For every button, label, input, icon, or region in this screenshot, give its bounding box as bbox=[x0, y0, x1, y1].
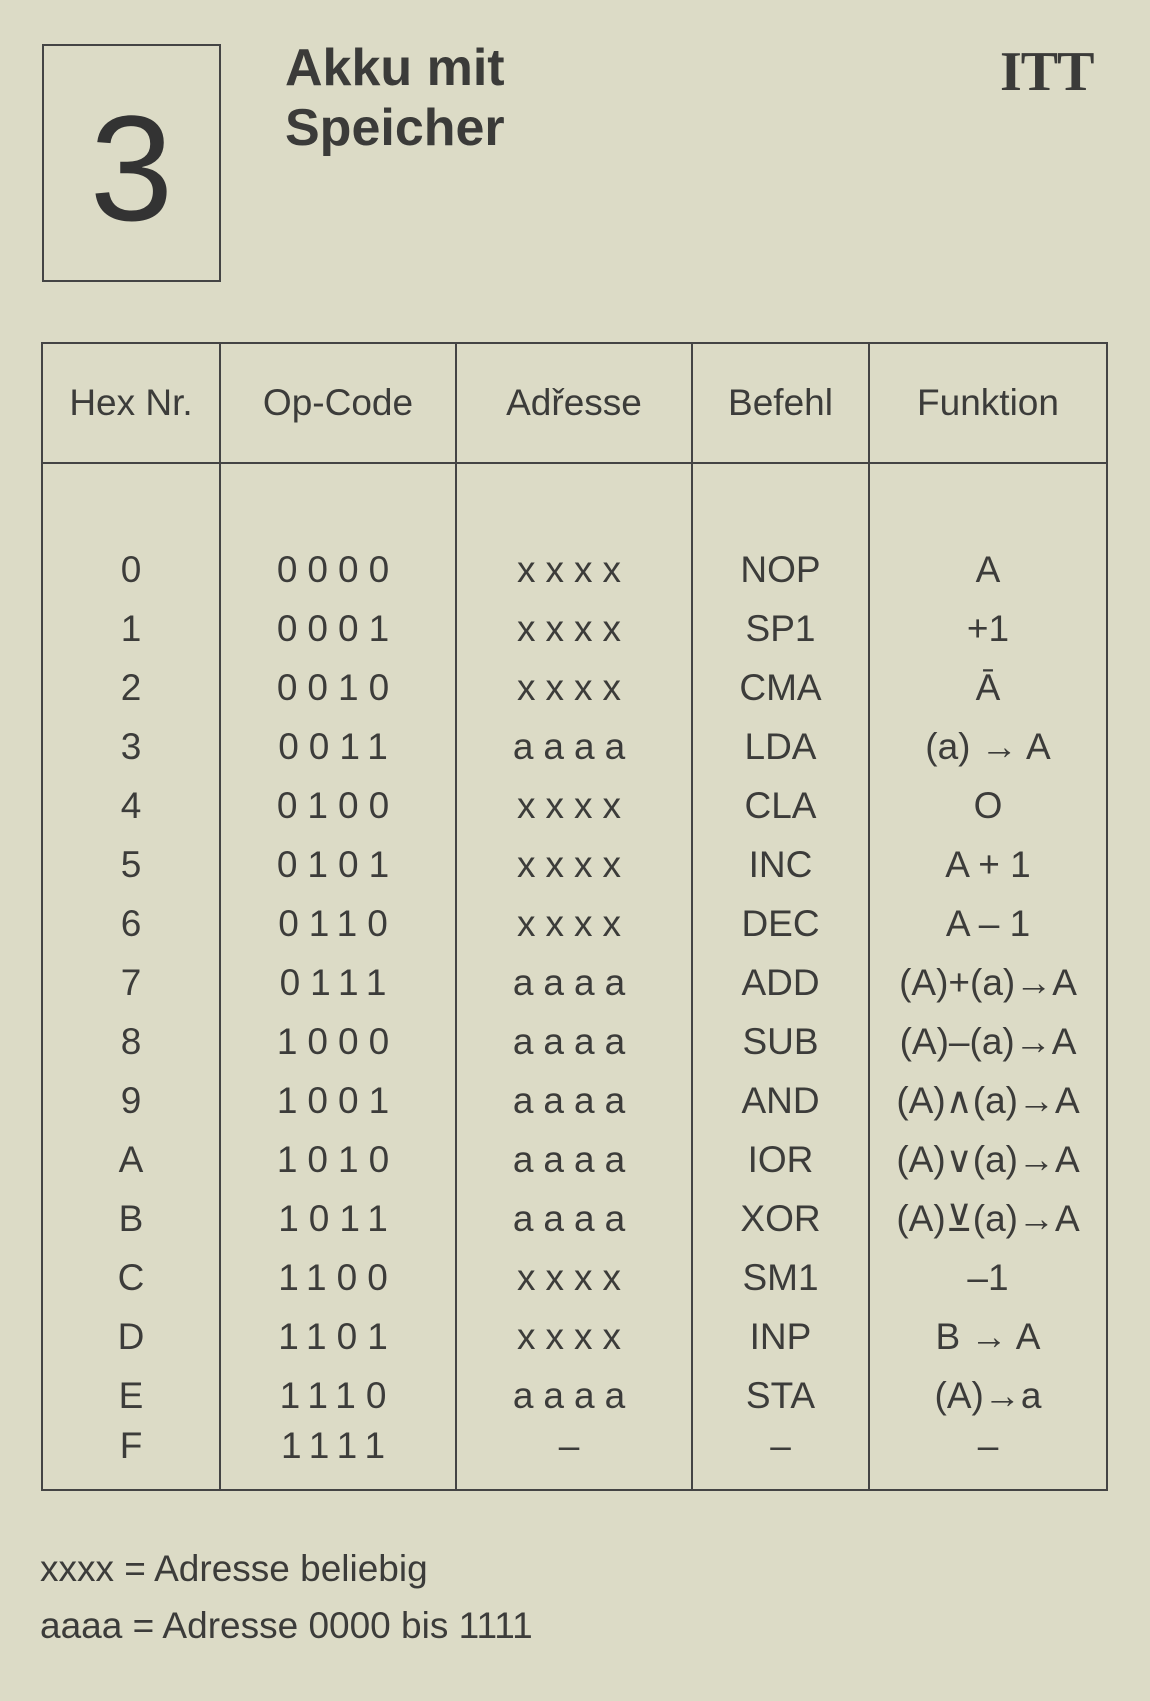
cell-opcode: 0101 bbox=[220, 835, 456, 894]
header-hex: Hex Nr. bbox=[42, 343, 220, 463]
card-number-box bbox=[42, 44, 221, 282]
table-row bbox=[42, 953, 1107, 1012]
cell-hex: 7 bbox=[42, 953, 220, 1012]
cell-hex: 0 bbox=[42, 540, 220, 599]
cell-address: xxxx bbox=[456, 835, 692, 894]
cell-command: DEC bbox=[692, 894, 869, 953]
table-row bbox=[42, 540, 1107, 599]
cell-opcode: 0110 bbox=[220, 894, 456, 953]
cell-opcode: 0000 bbox=[220, 540, 456, 599]
table-row bbox=[42, 1012, 1107, 1071]
table-body bbox=[42, 463, 1107, 1490]
cell-hex: 4 bbox=[42, 776, 220, 835]
cell-address: – bbox=[456, 1425, 692, 1490]
cell-command: SUB bbox=[692, 1012, 869, 1071]
cell-hex: A bbox=[42, 1130, 220, 1189]
table-header-row bbox=[42, 343, 1107, 463]
cell-command: AND bbox=[692, 1071, 869, 1130]
table-row bbox=[42, 658, 1107, 717]
cell-function: A – 1 bbox=[869, 894, 1107, 953]
cell-address: xxxx bbox=[456, 1248, 692, 1307]
cell-hex: D bbox=[42, 1307, 220, 1366]
cell-function: B → A bbox=[869, 1307, 1107, 1366]
cell-opcode: 1000 bbox=[220, 1012, 456, 1071]
table-spacer-row bbox=[42, 463, 1107, 540]
cell-opcode: 1110 bbox=[220, 1366, 456, 1425]
cell-function: (A)∨(a)→A bbox=[869, 1130, 1107, 1189]
legend-line-1: xxxx = Adresse beliebig bbox=[40, 1548, 428, 1589]
cell-address: aaaa bbox=[456, 1130, 692, 1189]
card-title-line2: Speicher bbox=[285, 99, 505, 157]
table-row bbox=[42, 717, 1107, 776]
cell-function: (A)→a bbox=[869, 1366, 1107, 1425]
cell-command: CLA bbox=[692, 776, 869, 835]
cell-command: – bbox=[692, 1425, 869, 1490]
header-opcode: Op-Code bbox=[220, 343, 456, 463]
cell-command: SP1 bbox=[692, 599, 869, 658]
cell-hex: 3 bbox=[42, 717, 220, 776]
cell-address: xxxx bbox=[456, 776, 692, 835]
header-address: Adřesse bbox=[456, 343, 692, 463]
cell-address: xxxx bbox=[456, 1307, 692, 1366]
opcode-table bbox=[41, 342, 1108, 1491]
cell-opcode: 1111 bbox=[220, 1425, 456, 1490]
cell-hex: 2 bbox=[42, 658, 220, 717]
header-command: Befehl bbox=[692, 343, 869, 463]
cell-command: IOR bbox=[692, 1130, 869, 1189]
cell-command: LDA bbox=[692, 717, 869, 776]
card-number: 3 bbox=[89, 84, 174, 252]
cell-function: (A)+(a)→A bbox=[869, 953, 1107, 1012]
cell-address: aaaa bbox=[456, 717, 692, 776]
table-row bbox=[42, 776, 1107, 835]
cell-address: aaaa bbox=[456, 953, 692, 1012]
cell-hex: 9 bbox=[42, 1071, 220, 1130]
cell-opcode: 0111 bbox=[220, 953, 456, 1012]
cell-hex: 5 bbox=[42, 835, 220, 894]
cell-address: aaaa bbox=[456, 1189, 692, 1248]
cell-hex: 8 bbox=[42, 1012, 220, 1071]
cell-function: Ā bbox=[869, 658, 1107, 717]
cell-function: A + 1 bbox=[869, 835, 1107, 894]
cell-command: XOR bbox=[692, 1189, 869, 1248]
cell-function: –1 bbox=[869, 1248, 1107, 1307]
cell-opcode: 1001 bbox=[220, 1071, 456, 1130]
table-row bbox=[42, 1189, 1107, 1248]
cell-function: A bbox=[869, 540, 1107, 599]
cell-function: – bbox=[869, 1425, 1107, 1490]
cell-function: +1 bbox=[869, 599, 1107, 658]
card-title bbox=[285, 38, 505, 158]
table-row bbox=[42, 1248, 1107, 1307]
cell-opcode: 0011 bbox=[220, 717, 456, 776]
cell-address: aaaa bbox=[456, 1071, 692, 1130]
cell-command: ADD bbox=[692, 953, 869, 1012]
table-row bbox=[42, 835, 1107, 894]
cell-command: INC bbox=[692, 835, 869, 894]
brand-logo: ITT bbox=[1000, 41, 1094, 103]
cell-hex: 1 bbox=[42, 599, 220, 658]
cell-command: STA bbox=[692, 1366, 869, 1425]
cell-hex: C bbox=[42, 1248, 220, 1307]
cell-opcode: 0001 bbox=[220, 599, 456, 658]
cell-hex: B bbox=[42, 1189, 220, 1248]
cell-command: INP bbox=[692, 1307, 869, 1366]
cell-function: O bbox=[869, 776, 1107, 835]
table-row bbox=[42, 1307, 1107, 1366]
table-row bbox=[42, 599, 1107, 658]
cell-command: CMA bbox=[692, 658, 869, 717]
cell-hex: 6 bbox=[42, 894, 220, 953]
cell-address: aaaa bbox=[456, 1012, 692, 1071]
table-row bbox=[42, 1425, 1107, 1490]
cell-opcode: 1100 bbox=[220, 1248, 456, 1307]
cell-opcode: 0100 bbox=[220, 776, 456, 835]
cell-address: xxxx bbox=[456, 658, 692, 717]
cell-address: xxxx bbox=[456, 894, 692, 953]
cell-hex: F bbox=[42, 1425, 220, 1490]
card-title-line1: Akku mit bbox=[285, 39, 505, 97]
cell-command: NOP bbox=[692, 540, 869, 599]
cell-opcode: 0010 bbox=[220, 658, 456, 717]
legend-line-2: aaaa = Adresse 0000 bis 1111 bbox=[40, 1605, 533, 1646]
cell-address: xxxx bbox=[456, 540, 692, 599]
table-row bbox=[42, 1130, 1107, 1189]
cell-function: (a) → A bbox=[869, 717, 1107, 776]
cell-function: (A)∧(a)→A bbox=[869, 1071, 1107, 1130]
cell-opcode: 1011 bbox=[220, 1189, 456, 1248]
cell-command: SM1 bbox=[692, 1248, 869, 1307]
cell-function: (A)–(a)→A bbox=[869, 1012, 1107, 1071]
cell-hex: E bbox=[42, 1366, 220, 1425]
cell-opcode: 1101 bbox=[220, 1307, 456, 1366]
header-function: Funktion bbox=[869, 343, 1107, 463]
cell-address: aaaa bbox=[456, 1366, 692, 1425]
cell-opcode: 1010 bbox=[220, 1130, 456, 1189]
cell-function: (A)⊻(a)→A bbox=[869, 1189, 1107, 1248]
table-row bbox=[42, 894, 1107, 953]
cell-address: xxxx bbox=[456, 599, 692, 658]
table-row bbox=[42, 1366, 1107, 1425]
table-row bbox=[42, 1071, 1107, 1130]
